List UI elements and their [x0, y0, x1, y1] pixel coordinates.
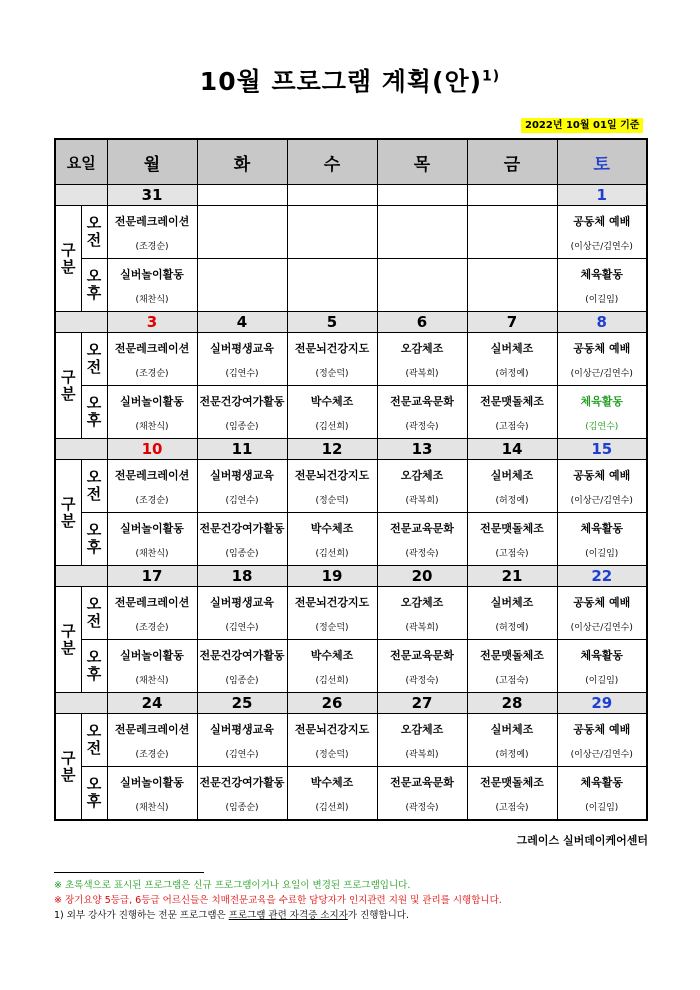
program-cell	[467, 767, 557, 821]
program-name: 전문교육문화	[390, 775, 454, 789]
program-name: 전문뇌건강지도	[294, 468, 370, 482]
program-staff: (김연수)	[225, 495, 259, 506]
program-staff: (이길임)	[585, 548, 619, 559]
program-name: 실버평생교육	[210, 468, 274, 482]
program-name: 오감체조	[400, 341, 444, 355]
header-yoil: 요일	[55, 139, 107, 185]
am-label: 오 전	[81, 460, 107, 513]
program-staff: (곽복희)	[405, 622, 439, 633]
program-staff: (김선희)	[315, 675, 349, 686]
pm-label: 오 후	[81, 767, 107, 821]
date-row-spacer	[55, 312, 107, 333]
program-staff: (조경순)	[135, 622, 169, 633]
program-staff: (고점숙)	[495, 675, 529, 686]
program-cell	[377, 386, 467, 439]
pm-row	[55, 259, 647, 312]
program-name: 공동체 예배	[573, 595, 631, 609]
pm-row	[55, 767, 647, 821]
program-staff: (김선희)	[315, 421, 349, 432]
program-staff: (이길임)	[585, 802, 619, 813]
program-staff: (임종순)	[225, 548, 259, 559]
date-row-spacer	[55, 693, 107, 714]
program-cell	[557, 386, 647, 439]
program-staff: (채찬식)	[135, 294, 169, 305]
program-cell	[467, 587, 557, 640]
date-cell	[377, 185, 467, 206]
am-row	[55, 587, 647, 640]
date-cell: 18	[197, 566, 287, 587]
header-thu: 목	[377, 139, 467, 185]
program-name: 전문건강여가활동	[199, 521, 285, 535]
date-cell: 1	[557, 185, 647, 206]
pm-row	[55, 386, 647, 439]
program-cell	[467, 259, 557, 312]
program-cell	[287, 333, 377, 386]
date-cell	[197, 185, 287, 206]
program-name: 박수체조	[310, 394, 354, 408]
header-fri: 금	[467, 139, 557, 185]
date-cell: 17	[107, 566, 197, 587]
program-cell	[377, 587, 467, 640]
program-name: 실버놀이활동	[120, 394, 184, 408]
program-cell	[557, 333, 647, 386]
program-cell	[107, 587, 197, 640]
program-name: 전문맷돌체조	[480, 521, 544, 535]
program-staff: (김연수)	[225, 622, 259, 633]
gubun-label: 구 분	[55, 333, 81, 439]
date-cell: 13	[377, 439, 467, 460]
basis-date: 2022년 10월 01일 기준	[521, 118, 643, 133]
date-cell: 12	[287, 439, 377, 460]
program-staff: (채찬식)	[135, 802, 169, 813]
program-staff: (곽복희)	[405, 368, 439, 379]
program-cell	[107, 640, 197, 693]
program-staff: (이상근/김연수)	[570, 749, 633, 760]
date-cell: 21	[467, 566, 557, 587]
gubun-label: 구 분	[55, 587, 81, 693]
date-cell: 19	[287, 566, 377, 587]
program-cell	[107, 714, 197, 767]
gubun-label: 구 분	[55, 460, 81, 566]
program-cell	[287, 767, 377, 821]
program-staff: (김선희)	[315, 548, 349, 559]
date-cell	[287, 185, 377, 206]
program-name: 실버놀이활동	[120, 267, 184, 281]
program-name: 실버놀이활동	[120, 521, 184, 535]
date-cell: 22	[557, 566, 647, 587]
program-cell	[197, 259, 287, 312]
note-dementia: ※ 장기요양 5등급, 6등급 어르신들은 치매전문교육을 수료한 담당자가 인지관련 지원 및 관리를 시행합니다.	[54, 895, 502, 906]
program-cell	[557, 640, 647, 693]
program-name: 전문건강여가활동	[199, 775, 285, 789]
program-name: 실버평생교육	[210, 595, 274, 609]
date-row	[55, 312, 647, 333]
program-staff: (임종순)	[225, 675, 259, 686]
program-name: 체육활동	[580, 394, 624, 408]
program-cell	[197, 513, 287, 566]
program-name: 실버체조	[490, 595, 534, 609]
program-cell	[197, 587, 287, 640]
program-name: 공동체 예배	[573, 468, 631, 482]
program-cell	[197, 386, 287, 439]
program-staff: (정순덕)	[315, 495, 349, 506]
program-cell	[287, 460, 377, 513]
date-cell: 29	[557, 693, 647, 714]
program-name: 전문교육문화	[390, 521, 454, 535]
date-row	[55, 693, 647, 714]
program-name: 실버평생교육	[210, 722, 274, 736]
page-title: 10월 프로그램 계획(안)$^{1)}$	[199, 67, 501, 96]
program-staff: (조경순)	[135, 241, 169, 252]
program-cell	[287, 386, 377, 439]
program-name: 실버놀이활동	[120, 648, 184, 662]
program-cell	[287, 259, 377, 312]
date-row-spacer	[55, 185, 107, 206]
program-cell	[377, 640, 467, 693]
program-name: 전문레크레이션	[114, 722, 190, 736]
header-tue: 화	[197, 139, 287, 185]
program-staff: (이길임)	[585, 294, 619, 305]
program-staff: (조경순)	[135, 368, 169, 379]
date-cell: 5	[287, 312, 377, 333]
program-name: 전문맷돌체조	[480, 775, 544, 789]
program-cell	[197, 206, 287, 259]
program-name: 전문맷돌체조	[480, 648, 544, 662]
program-name: 전문맷돌체조	[480, 394, 544, 408]
program-cell	[377, 460, 467, 513]
program-staff: (이상근/김연수)	[570, 495, 633, 506]
program-calendar	[54, 138, 648, 821]
program-cell	[287, 640, 377, 693]
program-staff: (이상근/김연수)	[570, 622, 633, 633]
date-cell: 10	[107, 439, 197, 460]
header-sat: 토	[557, 139, 647, 185]
date-cell: 28	[467, 693, 557, 714]
am-row	[55, 333, 647, 386]
program-name: 전문레크레이션	[114, 341, 190, 355]
program-cell	[377, 714, 467, 767]
program-name: 체육활동	[580, 775, 624, 789]
program-name: 체육활동	[580, 648, 624, 662]
program-cell	[467, 333, 557, 386]
program-cell	[197, 460, 287, 513]
program-staff: (김연수)	[225, 368, 259, 379]
program-staff: (정순덕)	[315, 622, 349, 633]
pm-label: 오 후	[81, 640, 107, 693]
program-cell	[467, 714, 557, 767]
program-name: 전문뇌건강지도	[294, 595, 370, 609]
date-row	[55, 439, 647, 460]
am-label: 오 전	[81, 587, 107, 640]
note-new-program: ※ 초록색으로 표시된 프로그램은 신규 프로그램이거나 요일이 변경된 프로그램입니다.	[54, 880, 411, 891]
program-cell	[557, 714, 647, 767]
program-cell	[197, 714, 287, 767]
date-cell: 4	[197, 312, 287, 333]
program-cell	[557, 513, 647, 566]
program-staff: (채찬식)	[135, 548, 169, 559]
program-name: 박수체조	[310, 521, 354, 535]
header-mon: 월	[107, 139, 197, 185]
am-label: 오 전	[81, 333, 107, 386]
program-name: 전문레크레이션	[114, 468, 190, 482]
program-cell	[557, 460, 647, 513]
program-name: 전문뇌건강지도	[294, 341, 370, 355]
date-cell	[467, 185, 557, 206]
program-cell	[107, 386, 197, 439]
date-cell: 25	[197, 693, 287, 714]
program-name: 전문건강여가활동	[199, 394, 285, 408]
program-name: 실버놀이활동	[120, 775, 184, 789]
program-staff: (허정예)	[495, 368, 529, 379]
am-row	[55, 714, 647, 767]
program-cell	[287, 206, 377, 259]
program-name: 체육활동	[580, 521, 624, 535]
pm-row	[55, 513, 647, 566]
note-external: 1) 외부 강사가 진행하는 전문 프로그램은 프로그램 관련 자격증 소지자가 진행합니다.	[54, 910, 409, 921]
program-name: 체육활동	[580, 267, 624, 281]
header-wed: 수	[287, 139, 377, 185]
program-name: 박수체조	[310, 648, 354, 662]
program-name: 전문건강여가활동	[199, 648, 285, 662]
date-cell: 31	[107, 185, 197, 206]
org-name: 그레이스 실버데이케어센터	[516, 834, 648, 847]
program-cell	[107, 513, 197, 566]
program-staff: (곽정숙)	[405, 675, 439, 686]
footnote-rule	[54, 872, 204, 873]
program-name: 오감체조	[400, 468, 444, 482]
program-staff: (이상근/김연수)	[570, 241, 633, 252]
program-cell	[377, 206, 467, 259]
program-cell	[197, 640, 287, 693]
date-cell: 6	[377, 312, 467, 333]
program-cell	[557, 259, 647, 312]
am-row	[55, 460, 647, 513]
program-cell	[287, 513, 377, 566]
program-cell	[287, 714, 377, 767]
program-cell	[197, 767, 287, 821]
program-cell	[377, 259, 467, 312]
am-label: 오 전	[81, 206, 107, 259]
program-staff: (김연수)	[225, 749, 259, 760]
date-cell: 24	[107, 693, 197, 714]
program-cell	[107, 259, 197, 312]
date-cell: 27	[377, 693, 467, 714]
program-name: 실버체조	[490, 722, 534, 736]
program-name: 박수체조	[310, 775, 354, 789]
program-name: 실버평생교육	[210, 341, 274, 355]
program-staff: (고점숙)	[495, 421, 529, 432]
program-cell	[467, 386, 557, 439]
program-cell	[467, 640, 557, 693]
program-name: 전문레크레이션	[114, 595, 190, 609]
program-cell	[557, 767, 647, 821]
program-name: 공동체 예배	[573, 214, 631, 228]
program-staff: (조경순)	[135, 495, 169, 506]
gubun-label: 구 분	[55, 206, 81, 312]
program-cell	[467, 460, 557, 513]
program-name: 전문레크레이션	[114, 214, 190, 228]
footnotes	[54, 878, 654, 923]
gubun-label: 구 분	[55, 714, 81, 821]
program-staff: (이상근/김연수)	[570, 368, 633, 379]
pm-label: 오 후	[81, 259, 107, 312]
program-staff: (곽정숙)	[405, 802, 439, 813]
date-cell: 11	[197, 439, 287, 460]
program-staff: (정순덕)	[315, 368, 349, 379]
program-name: 공동체 예배	[573, 722, 631, 736]
program-cell	[287, 587, 377, 640]
pm-label: 오 후	[81, 386, 107, 439]
program-name: 전문교육문화	[390, 648, 454, 662]
date-cell: 20	[377, 566, 467, 587]
date-row	[55, 185, 647, 206]
program-staff: (김선희)	[315, 802, 349, 813]
date-row-spacer	[55, 566, 107, 587]
date-cell: 26	[287, 693, 377, 714]
header-row	[55, 139, 647, 185]
program-staff: (곽정숙)	[405, 421, 439, 432]
program-name: 오감체조	[400, 595, 444, 609]
program-staff: (김연수)	[585, 421, 619, 432]
program-cell	[557, 587, 647, 640]
program-staff: (곽복희)	[405, 749, 439, 760]
program-name: 공동체 예배	[573, 341, 631, 355]
am-row	[55, 206, 647, 259]
program-cell	[107, 333, 197, 386]
program-staff: (허정예)	[495, 622, 529, 633]
date-cell: 14	[467, 439, 557, 460]
program-cell	[467, 206, 557, 259]
program-cell	[197, 333, 287, 386]
program-name: 전문교육문화	[390, 394, 454, 408]
program-cell	[557, 206, 647, 259]
program-name: 오감체조	[400, 722, 444, 736]
program-cell	[377, 767, 467, 821]
program-staff: (고점숙)	[495, 802, 529, 813]
program-name: 실버체조	[490, 468, 534, 482]
program-cell	[107, 206, 197, 259]
program-staff: (고점숙)	[495, 548, 529, 559]
program-cell	[377, 333, 467, 386]
program-cell	[377, 513, 467, 566]
date-cell: 3	[107, 312, 197, 333]
program-staff: (이길임)	[585, 675, 619, 686]
program-name: 실버체조	[490, 341, 534, 355]
program-name: 전문뇌건강지도	[294, 722, 370, 736]
program-staff: (채찬식)	[135, 675, 169, 686]
date-cell: 8	[557, 312, 647, 333]
date-row	[55, 566, 647, 587]
am-label: 오 전	[81, 714, 107, 767]
date-row-spacer	[55, 439, 107, 460]
program-staff: (허정예)	[495, 495, 529, 506]
program-staff: (허정예)	[495, 749, 529, 760]
program-cell	[107, 767, 197, 821]
date-cell: 15	[557, 439, 647, 460]
program-staff: (임종순)	[225, 421, 259, 432]
program-staff: (곽복희)	[405, 495, 439, 506]
date-cell: 7	[467, 312, 557, 333]
program-cell	[107, 460, 197, 513]
pm-row	[55, 640, 647, 693]
program-staff: (조경순)	[135, 749, 169, 760]
program-staff: (채찬식)	[135, 421, 169, 432]
pm-label: 오 후	[81, 513, 107, 566]
program-cell	[467, 513, 557, 566]
program-staff: (임종순)	[225, 802, 259, 813]
program-staff: (정순덕)	[315, 749, 349, 760]
program-staff: (곽정숙)	[405, 548, 439, 559]
